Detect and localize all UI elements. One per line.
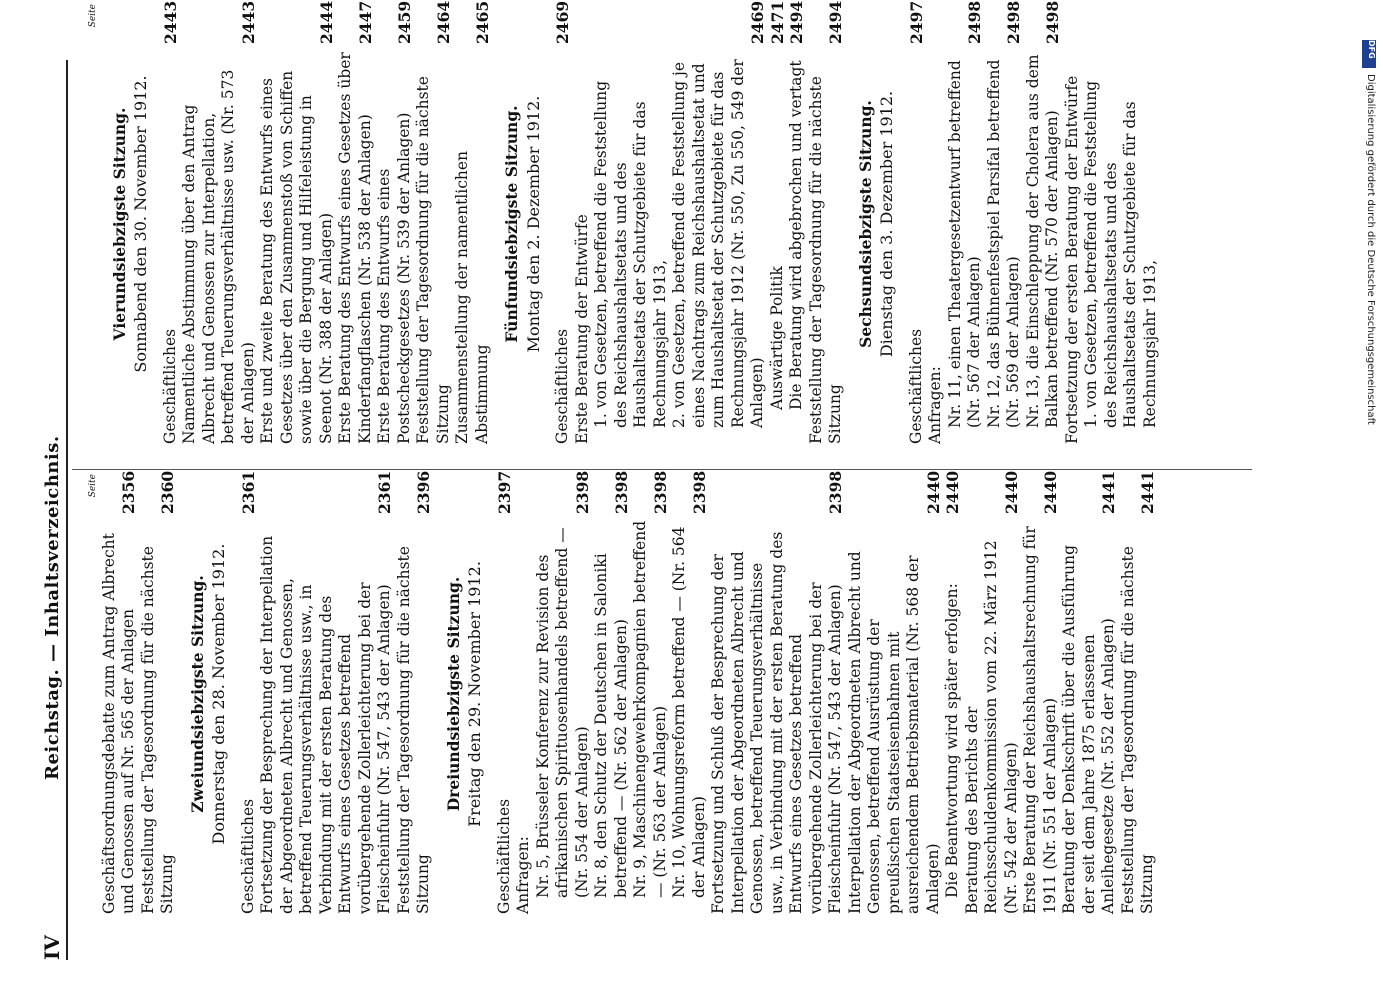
entry-text: Feststellung der Tagesordnung für die nächste Sitzung <box>414 76 452 444</box>
header-rule <box>66 60 68 960</box>
entry-page-number: 2356 <box>119 470 138 514</box>
entry-page-number: 2396 <box>414 470 433 514</box>
entry-page-number: 2441 <box>1138 470 1157 514</box>
session-date: Donnerstag den 28. November 1912. <box>209 543 228 845</box>
entry-text: Feststellung der Tagesordnung für die nächste Sitzung <box>1118 546 1156 914</box>
entry-page-number: 2494 <box>826 0 845 44</box>
entry-text: Erste Beratung der Reichshaushaltsrechnung für 1911 (Nr. 551 der Anlagen) <box>1021 526 1059 914</box>
toc-entry <box>160 0 181 444</box>
entry-text: Anfragen: <box>926 366 944 444</box>
entry-text: Geschäftliches <box>906 328 925 444</box>
entry-page-number: 2469 <box>748 0 767 44</box>
entry-text: Geschäftsordnungsdebatte zum Antrag Albrecht und Genossen auf Nr. 565 der Anlagen <box>99 533 137 914</box>
entry-text: Nr. 8, den Schutz der Deutschen in Saloniki betreffend — (Nr. 562 der Anlagen) <box>592 553 630 898</box>
toc-entry <box>453 0 492 444</box>
toc-entry <box>336 0 375 444</box>
entry-text: Nr. 10, Wohnungsreform betreffend — (Nr. 564 der Anlagen) <box>670 526 708 898</box>
toc-entry <box>1060 470 1119 914</box>
entry-text: Nr. 12, das Bühnenfestspiel Parsifal betreffend (Nr. 569 der Anlagen) <box>984 59 1022 428</box>
toc-entry <box>180 0 258 444</box>
entry-page-number: 2443 <box>160 0 180 44</box>
entry-text: Feststellung der Tagesordnung für die nächste Sitzung <box>394 546 432 914</box>
session-date: Dienstag den 3. Dezember 1912. <box>877 90 896 358</box>
entry-page-number: 2440 <box>923 470 943 514</box>
entry-page-number: 2361 <box>375 470 394 514</box>
entry-page-number: 2397 <box>494 470 514 514</box>
toc-entry <box>138 470 178 914</box>
toc-entry <box>631 470 670 914</box>
entry-page-number: 2498 <box>1043 0 1062 44</box>
toc-entry <box>592 4 670 444</box>
entry-text: Fortsetzung der Besprechung der Interpellation der Abgeordneten Albrecht und Genossen, betreffend Teuerungsverhältnisse usw., in Verbindung mit der ersten Beratung des Entwurfs eines Gesetzes betreffend vorübergehende Zollerleichterung bei der Fleischeinfuhr (Nr. 547, 543 der Anlagen) <box>258 535 393 914</box>
toc-entry <box>984 0 1024 444</box>
entry-text: Anfragen: <box>514 836 532 914</box>
entry-page-number: 2398 <box>611 470 631 514</box>
session-heading: Zweiundsiebzigste Sitzung. <box>187 575 207 813</box>
entry-page-number: 2398 <box>572 470 592 514</box>
entry-text: Erste Beratung des Entwurfs eines Gesetzes über Kinderfangflaschen (Nr. 538 der Anlagen) <box>336 52 374 444</box>
entry-text: 2. von Gesetzen, betreffend die Feststellung je eines Nachtrags zum Reichshaushaltsetat und zum Haushaltsetat der Schutzgebiete für das Rechnungsjahr 1912 (Nr. 550, Zu 550, 549 der Anlagen) <box>670 59 766 428</box>
toc-entry <box>670 470 709 914</box>
entry-page-number: 2459 <box>394 0 414 44</box>
toc-entry <box>787 0 807 444</box>
session-date: Montag den 2. Dezember 1912. <box>523 95 543 353</box>
entry-text: Geschäftliches <box>494 798 513 914</box>
toc-entry <box>494 470 515 914</box>
toc-entry <box>99 470 139 914</box>
toc-entry <box>258 0 336 444</box>
entry-page-number: 2497 <box>906 0 926 44</box>
toc-entry <box>1118 470 1158 914</box>
entry-text: Beratung der Denkschrift über die Ausführung der seit dem Jahre 1875 erlassenen Anleihegesetze (Nr. 552 der Anlagen) <box>1060 544 1117 914</box>
entry-page-number: 2398 <box>826 470 845 514</box>
entry-text: Die Beantwortung wird später erfolgen: <box>943 583 961 898</box>
toc-entry <box>592 470 631 914</box>
entry-page-number: 2464 <box>433 0 453 44</box>
entry-page-number: 2360 <box>158 470 177 514</box>
entry-page-number: 2440 <box>1001 470 1021 514</box>
seite-label: Seite <box>88 474 98 498</box>
entry-text: Zusammenstellung der namentlichen Abstimmung <box>453 150 491 444</box>
entry-text: Namentliche Abstimmung über den Antrag Albrecht und Genossen zur Interpellation, betreffend Teuerungsverhältnisse usw. (Nr. 573 der Anlagen) <box>180 69 257 444</box>
dfg-logo: DFG <box>1362 40 1376 68</box>
entry-text: Geschäftliches <box>238 798 257 914</box>
funding-note <box>1362 40 1376 960</box>
toc-entry <box>1063 4 1083 444</box>
session-heading: Vierundsiebzigste Sitzung. <box>109 107 129 341</box>
entry-text: Die Beratung wird abgebrochen und vertagt <box>787 60 805 410</box>
toc-entry <box>533 470 593 914</box>
entry-page-number: 2498 <box>1004 0 1023 44</box>
page-number: IV <box>40 935 64 960</box>
toc-entry <box>767 0 788 444</box>
toc-entry <box>943 470 963 914</box>
entry-text: Fortsetzung und Schluß der Besprechung der Interpellation der Abgeordneten Albrecht und Genossen, betreffend Teuerungsverhältnisse usw., in Verbindung mit der ersten Beratung des Entwurfs eines Gesetzes betreffend vorübergehende Zollerleichterung bei der Fleischeinfuhr (Nr. 547, 543 der Anlagen) <box>709 531 844 914</box>
entry-page-number: 2465 <box>472 0 492 44</box>
entry-page-number: 2441 <box>1099 470 1118 514</box>
toc-entry <box>945 0 985 444</box>
entry-text: Erste Beratung der Entwürfe <box>572 214 591 444</box>
toc-entry <box>1023 0 1063 444</box>
entry-text: Geschäftliches <box>553 328 571 444</box>
entry-text: Geschäftliches <box>160 328 179 444</box>
entry-page-number: 2398 <box>689 470 709 514</box>
entry-page-number: 2494 <box>787 0 806 44</box>
toc-entry <box>394 470 434 914</box>
running-title: Reichstag. — Inhaltsverzeichnis. <box>42 435 63 780</box>
toc-entry <box>553 0 573 444</box>
entry-text: Beratung des Berichts der Reichsschuldenkommission vom 22. März 1912 (Nr. 542 der Anlagen) <box>962 540 1020 914</box>
session-date: Sonnabend den 30. November 1912. <box>131 75 150 373</box>
entry-text: 1. von Gesetzen, betreffend die Feststellung des Reichshaushaltsetats und des Haushaltsetats der Schutzgebiete für das Rechnungsjahr 1913, <box>592 80 669 428</box>
entry-page-number: 2498 <box>965 0 984 44</box>
entry-text: Interpellation der Abgeordneten Albrecht und Genossen, betreffend Ausrüstung der preußischen Staatseisenbahnen mit ausreichendem Betriebsmaterial (Nr. 568 der Anlagen) <box>845 551 942 914</box>
entry-text: Auswärtige Politik <box>767 266 786 410</box>
entry-page-number: 2443 <box>238 0 258 44</box>
toc-entry <box>926 4 946 444</box>
entry-page-number: 2440 <box>1040 470 1060 514</box>
entry-text: Nr. 5, Brüsseler Konferenz zur Revision des afrikanischen Spirituosenhandels betreffend — (Nr. 554 der Anlagen) <box>533 527 591 898</box>
session-date: Freitag den 29. November 1912. <box>465 561 484 827</box>
toc-entry <box>806 0 846 444</box>
column-divider <box>72 469 1252 470</box>
toc-entry <box>962 470 1022 914</box>
entry-page-number: 2471 <box>767 0 787 44</box>
entry-text: 1. von Gesetzen, betreffend die Feststellung des Reichshaushaltsetats und des Haushaltsetats der Schutzgebiete für das Rechnungsjahr 1913, <box>1082 80 1159 428</box>
session-heading: Fünfundsiebzigste Sitzung. <box>502 105 521 343</box>
entry-text: Feststellung der Tagesordnung für die nächste Sitzung <box>806 76 844 444</box>
toc-entry <box>709 470 846 914</box>
page-header <box>40 60 68 960</box>
toc-entry <box>514 474 534 914</box>
toc-entry <box>845 470 944 914</box>
toc-entry <box>1021 470 1060 914</box>
session-heading: Dreiundsiebzigste Sitzung. <box>443 576 463 812</box>
toc-entry <box>1082 4 1160 444</box>
entry-text: Nr. 11, einen Theatergesetzentwurf betreffend (Nr. 567 der Anlagen) <box>945 60 983 428</box>
entry-text: Erste Beratung des Entwurfs eines Postscheckgesetzes (Nr. 539 der Anlagen) <box>375 112 413 444</box>
toc-entry <box>670 0 768 444</box>
entry-text: Nr. 13, die Einschleppung der Cholera aus dem Balkan betreffend (Nr. 570 der Anlagen) <box>1023 54 1061 428</box>
toc-entry <box>375 0 414 444</box>
right-column <box>84 0 1160 444</box>
seite-label: Seite <box>88 4 98 28</box>
toc-entry <box>906 0 927 444</box>
entry-page-number: 2398 <box>650 470 670 514</box>
toc-entry <box>414 0 453 444</box>
toc-entry <box>573 4 593 444</box>
entry-text: Nr. 9, Maschinengewehrkompagnien betreffend — (Nr. 563 der Anlagen) <box>631 520 669 898</box>
toc-entry <box>258 470 395 914</box>
entry-page-number: 2447 <box>355 0 375 44</box>
session-heading: Sechsundsiebzigste Sitzung. <box>855 100 875 348</box>
entry-page-number: 2440 <box>943 470 962 514</box>
entry-page-number: 2444 <box>316 0 336 44</box>
entry-text: Feststellung der Tagesordnung für die nächste Sitzung <box>138 546 176 914</box>
entry-text: Erste und zweite Beratung des Entwurfs eines Gesetzes über den Zusammenstoß von Schiffen sowie über die Bergung und Hilfeleistung in Seenot (Nr. 388 der Anlagen) <box>258 70 335 444</box>
entry-page-number: 2469 <box>553 0 572 44</box>
toc-entry <box>238 470 259 914</box>
entry-text: Fortsetzung der ersten Beratung der Entwürfe <box>1062 75 1081 444</box>
left-column <box>84 470 1158 914</box>
funding-text: Digitalisierung gefördert durch die Deutsche Forschungsgemeinschaft <box>1365 74 1376 425</box>
entry-page-number: 2361 <box>238 470 258 514</box>
